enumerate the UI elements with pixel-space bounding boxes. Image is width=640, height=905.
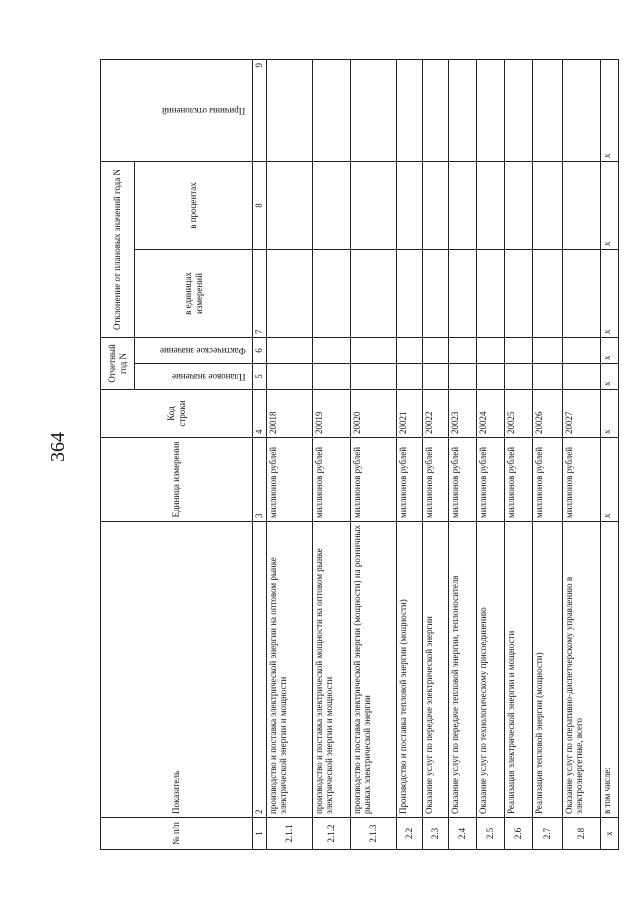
row-plan (563, 364, 601, 390)
row-plan (477, 364, 505, 390)
row-dev-percent (533, 161, 563, 249)
rotated-table-wrapper (100, 60, 615, 850)
header-plan-cell (135, 364, 253, 390)
row-code: 20019 (313, 390, 351, 438)
row-code: 20026 (533, 390, 563, 438)
row-number: 2.1.1 (267, 818, 313, 850)
table-row (601, 59, 619, 849)
row-number: 2.5 (477, 818, 505, 850)
row-number: 2.1.2 (313, 818, 351, 850)
table-row (267, 59, 313, 849)
row-reason (423, 59, 449, 161)
row-unit: миллионов рублей (563, 438, 601, 522)
row-unit: x (601, 438, 619, 522)
table-row (423, 59, 449, 849)
row-indicator: Реализация тепловой энергии (мощности) (533, 522, 563, 818)
header-unit: Единица измерения (101, 438, 253, 522)
row-dev-units (533, 249, 563, 337)
row-fact (397, 337, 423, 363)
row-number: 2.7 (533, 818, 563, 850)
row-indicator: производство и поставка электрической энергии на оптовом рынке электрической энергии и мощности (267, 522, 313, 818)
row-dev-percent (397, 161, 423, 249)
header-fact: Фактическое значение (159, 345, 246, 356)
row-indicator: Производство и поставка тепловой энергии (мощности) (397, 522, 423, 818)
row-dev-percent (477, 161, 505, 249)
row-fact (267, 337, 313, 363)
row-dev-percent (449, 161, 477, 249)
row-dev-units (351, 249, 397, 337)
col-number: 2 (253, 522, 267, 818)
row-unit: миллионов рублей (449, 438, 477, 522)
row-fact (313, 337, 351, 363)
row-plan (449, 364, 477, 390)
col-number: 4 (253, 390, 267, 438)
header-code: Код строки (101, 390, 253, 438)
row-reason: x (601, 59, 619, 161)
col-number: 7 (253, 249, 267, 337)
row-code: 20022 (423, 390, 449, 438)
header-dev-percent: в процентах (135, 161, 253, 249)
row-reason (449, 59, 477, 161)
row-fact (449, 337, 477, 363)
row-code: x (601, 390, 619, 438)
row-number: 2.6 (505, 818, 533, 850)
row-plan (505, 364, 533, 390)
row-reason (533, 59, 563, 161)
row-reason (267, 59, 313, 161)
header-fact-cell (135, 337, 253, 363)
row-fact (533, 337, 563, 363)
col-number: 6 (253, 337, 267, 363)
row-reason (313, 59, 351, 161)
row-dev-percent (423, 161, 449, 249)
header-report-year: Отчетный год N (101, 337, 135, 389)
row-dev-percent (267, 161, 313, 249)
row-number: 2.8 (563, 818, 601, 850)
row-unit: миллионов рублей (351, 438, 397, 522)
row-dev-percent: x (601, 161, 619, 249)
header-deviation: Отклонение от плановых значений года N (101, 161, 135, 337)
row-code: 20027 (563, 390, 601, 438)
row-plan (351, 364, 397, 390)
row-dev-percent (351, 161, 397, 249)
table-row (449, 59, 477, 849)
row-code: 20020 (351, 390, 397, 438)
row-fact (423, 337, 449, 363)
row-indicator: Оказание услуг по оперативно-диспетчерскому управлению в электроэнергетике, всего (563, 522, 601, 818)
row-reason (397, 59, 423, 161)
row-plan: x (601, 364, 619, 390)
row-fact: x (601, 337, 619, 363)
table-row (563, 59, 601, 849)
row-dev-units (449, 249, 477, 337)
col-number: 9 (253, 59, 267, 161)
row-dev-units (423, 249, 449, 337)
table-row (505, 59, 533, 849)
row-indicator: производство и поставка электрической мощности на оптовом рынке электрической энергии и мощности (313, 522, 351, 818)
header-reason-cell (101, 59, 253, 161)
row-code: 20021 (397, 390, 423, 438)
row-dev-units (563, 249, 601, 337)
row-code: 20024 (477, 390, 505, 438)
header-indicator: Показатель (101, 522, 253, 818)
col-number: 3 (253, 438, 267, 522)
row-unit: миллионов рублей (423, 438, 449, 522)
row-reason (563, 59, 601, 161)
table-row (313, 59, 351, 849)
row-dev-units: x (601, 249, 619, 337)
row-indicator: Оказание услуг по передаче тепловой энергии, теплоносителя (449, 522, 477, 818)
row-unit: миллионов рублей (267, 438, 313, 522)
row-number: 2.2 (397, 818, 423, 850)
row-indicator: Реализация электрической энергии и мощности (505, 522, 533, 818)
header-num: № п/п (101, 818, 253, 850)
row-dev-percent (563, 161, 601, 249)
table-row (397, 59, 423, 849)
header-dev-units: в единицах измерений (135, 249, 253, 337)
row-indicator: Оказание услуг по передаче электрической энергии (423, 522, 449, 818)
row-unit: миллионов рублей (533, 438, 563, 522)
row-dev-units (477, 249, 505, 337)
header-row-1 (101, 59, 135, 849)
row-unit: миллионов рублей (313, 438, 351, 522)
row-number: x (601, 818, 619, 850)
table-row (477, 59, 505, 849)
row-dev-percent (505, 161, 533, 249)
row-dev-units (313, 249, 351, 337)
col-number: 5 (253, 364, 267, 390)
row-fact (505, 337, 533, 363)
row-plan (313, 364, 351, 390)
row-fact (477, 337, 505, 363)
row-dev-units (267, 249, 313, 337)
col-number: 1 (253, 818, 267, 850)
row-code: 20025 (505, 390, 533, 438)
col-number: 8 (253, 161, 267, 249)
row-unit: миллионов рублей (477, 438, 505, 522)
row-reason (477, 59, 505, 161)
table-body (267, 59, 619, 849)
table-row (533, 59, 563, 849)
row-code: 20023 (449, 390, 477, 438)
row-dev-units (505, 249, 533, 337)
column-number-row (253, 59, 267, 849)
report-table (100, 59, 619, 850)
row-fact (351, 337, 397, 363)
row-number: 2.4 (449, 818, 477, 850)
page-number: 364 (47, 432, 69, 462)
row-fact (563, 337, 601, 363)
row-plan (423, 364, 449, 390)
row-indicator: производство и поставка электрической энергии (мощности) на розничных рынках электрической энергии (351, 522, 397, 818)
row-number: 2.1.3 (351, 818, 397, 850)
row-unit: миллионов рублей (505, 438, 533, 522)
row-plan (397, 364, 423, 390)
table-row (351, 59, 397, 849)
row-plan (267, 364, 313, 390)
header-reason: Причины отклонений (162, 105, 246, 116)
row-number: 2.3 (423, 818, 449, 850)
row-reason (351, 59, 397, 161)
row-indicator: Оказание услуг по технологическому присоединению (477, 522, 505, 818)
row-reason (505, 59, 533, 161)
row-code: 20018 (267, 390, 313, 438)
header-plan: Плановое значение (172, 371, 246, 382)
row-dev-percent (313, 161, 351, 249)
row-plan (533, 364, 563, 390)
row-unit: миллионов рублей (397, 438, 423, 522)
row-dev-units (397, 249, 423, 337)
row-indicator: в том числе: (601, 522, 619, 818)
